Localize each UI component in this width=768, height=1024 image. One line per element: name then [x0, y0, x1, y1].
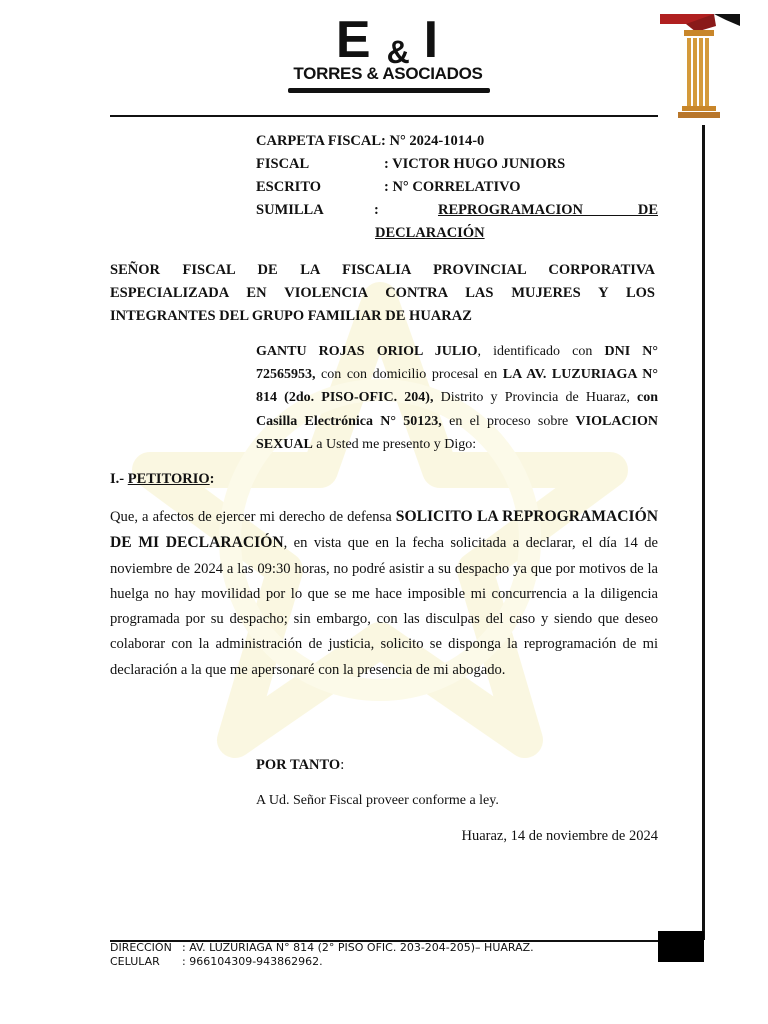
- footer: [110, 941, 534, 969]
- intro-text: , identificado con: [477, 344, 605, 359]
- intro-text: a Usted me presento y Digo:: [312, 436, 477, 452]
- petitorio-heading: [110, 471, 215, 488]
- fiscal-label: FISCAL: [256, 156, 310, 172]
- intro-text: con con domicilio procesal en: [315, 367, 503, 383]
- intro-paragraph: [256, 340, 658, 456]
- sumilla-value-line1: REPROGRAMACION DE: [438, 202, 658, 218]
- petitorio-title: PETITORIO: [127, 471, 210, 487]
- escrito-row: [256, 179, 521, 196]
- intro-dni: DNI N° 72565953,: [256, 344, 658, 383]
- logo-letter-i: I: [423, 11, 441, 69]
- footer-direccion-label: DIRECCIÓN: [110, 941, 172, 954]
- closing-request: A Ud. Señor Fiscal proveer conforme a ley.: [256, 793, 499, 808]
- intro-name: GANTU ROJAS ORIOL JULIO: [256, 344, 478, 359]
- body-text: , en vista que en la fecha solicitada a declarar, el día 14 de noviembre de 2024 a las 09:30 horas, no podré asistir a su despacho ya que por motivos de la huelga no hay movilidad por lo que se me hace imposible mi concurrencia a la diligencia programada por su despacho; sin embargo, con las disculpas del caso y siendo que deseo colaborar con la administración de justicia, solicito se disponga la reprogramación de mi declaración a la que me apersonaré con la presencia de mi abogado.: [110, 535, 658, 678]
- intro-proceso: VIOLACION SEXUAL: [256, 413, 658, 452]
- logo-underline: [288, 88, 490, 93]
- sumilla-label: SUMILLA: [256, 202, 324, 218]
- intro-casilla: con Casilla Electrónica N° 50123,: [256, 390, 659, 429]
- column-logo-icon: [656, 12, 742, 124]
- por-tanto-colon: :: [340, 757, 345, 773]
- footer-celular-label: CELULAR: [110, 955, 160, 968]
- footer-celular-value: : 966104309-943862962.: [182, 955, 323, 968]
- petitorio-body: [110, 504, 658, 683]
- logo-ampersand: &: [386, 34, 410, 71]
- fiscal-row: [256, 156, 565, 173]
- carpeta-fiscal: CARPETA FISCAL: N° 2024-1014-0: [256, 133, 485, 149]
- petitorio-prefix: I.-: [110, 471, 128, 487]
- intro-text: Distrito y Provincia de Huaraz,: [433, 390, 638, 406]
- intro-text: en el proceso sobre: [441, 413, 576, 429]
- escrito-value: : N° CORRELATIVO: [384, 179, 521, 195]
- addressee: SEÑOR FISCAL DE LA FISCALIA PROVINCIAL CORPORATIVA ESPECIALIZADA EN VIOLENCIA CONTRA LAS MUJERES Y LOS INTEGRANTES DEL GRUPO FAMILIAR DE HUARAZ: [110, 262, 655, 324]
- petitorio-suffix: :: [209, 471, 215, 487]
- sumilla-colon: :: [374, 202, 379, 218]
- firm-name: TORRES & ASOCIADOS: [293, 64, 483, 83]
- por-tanto-label: POR TANTO: [256, 757, 341, 773]
- escrito-label: ESCRITO: [256, 179, 322, 195]
- sumilla-value-line2: DECLARACIÓN: [375, 225, 485, 241]
- body-request: SOLICITO LA REPROGRAMACIÓN DE MI DECLARACIÓN: [110, 508, 658, 552]
- body-text: Que, a afectos de ejercer mi derecho de defensa: [110, 509, 396, 525]
- right-margin-rule: [702, 125, 705, 940]
- fiscal-value: : VICTOR HUGO JUNIORS: [384, 156, 566, 172]
- header-divider: [110, 115, 658, 117]
- intro-address: LA AV. LUZURIAGA N° 814 (2do. PISO-OFIC. 204),: [256, 367, 658, 406]
- por-tanto: [256, 757, 344, 774]
- logo-letter-e: E: [335, 11, 373, 69]
- place-date: Huaraz, 14 de noviembre de 2024: [461, 828, 658, 844]
- footer-direccion-value: : AV. LUZURIAGA N° 814 (2° PISO OFIC. 203-204-205)– HUARAZ.: [182, 941, 534, 954]
- footer-black-block: [658, 931, 704, 962]
